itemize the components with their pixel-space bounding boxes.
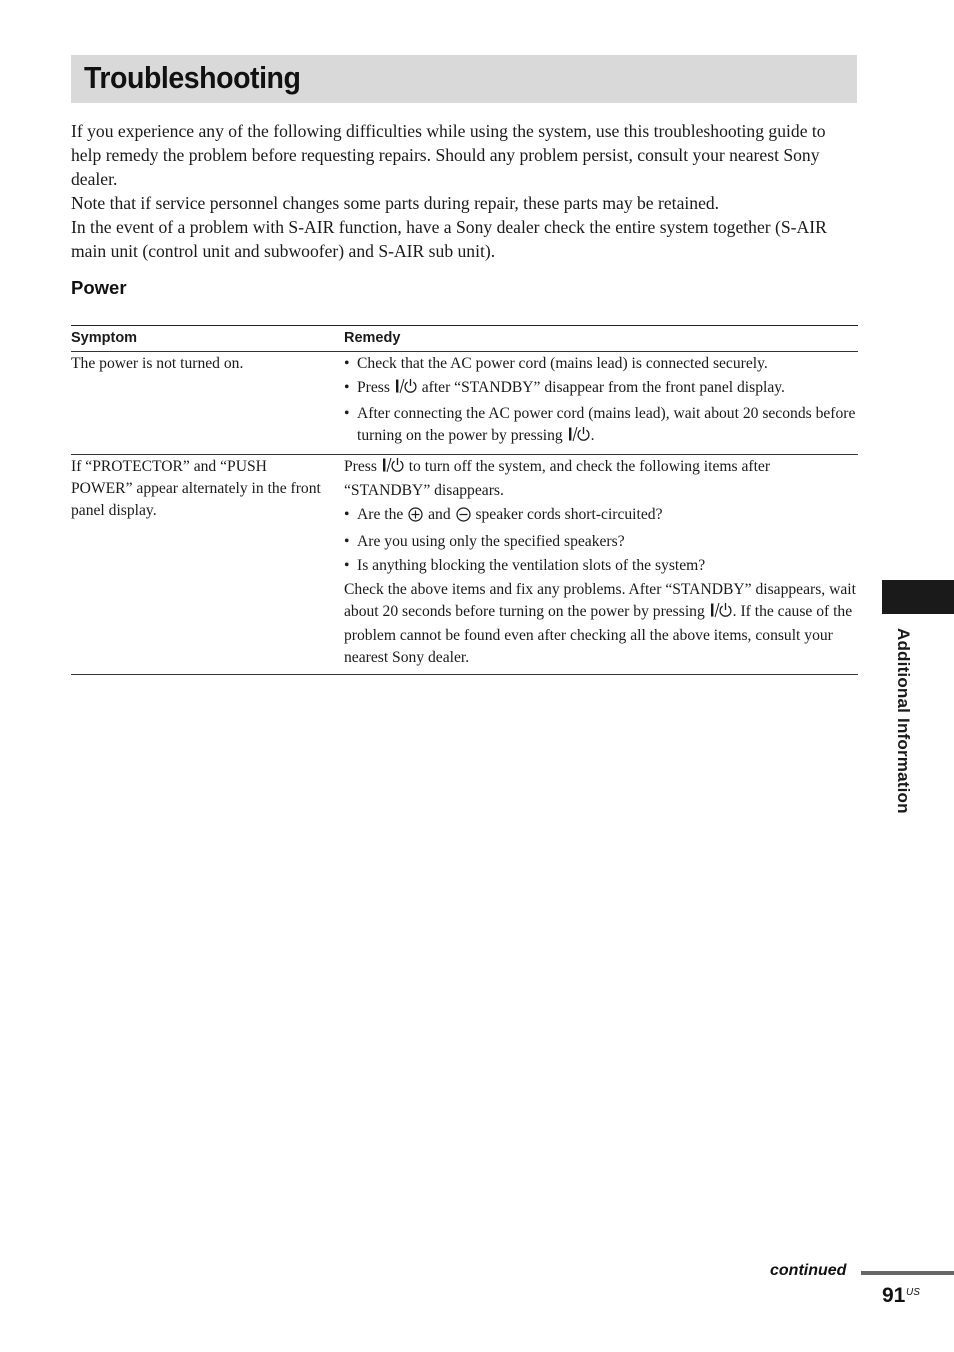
plus-circle-icon <box>408 507 423 529</box>
minus-circle-icon <box>456 507 471 529</box>
remedy-cell <box>344 352 858 455</box>
table-row <box>71 455 858 675</box>
power-standby-icon <box>710 602 732 625</box>
remedy-item: • Are you using only the specified speakers? <box>344 531 858 553</box>
symptom-header: Symptom <box>71 330 138 346</box>
intro-text <box>71 119 857 263</box>
continued-rule <box>861 1271 954 1275</box>
troubleshooting-table <box>71 325 858 675</box>
remedy-cell <box>344 455 858 675</box>
power-standby-icon <box>395 378 417 401</box>
remedy-header: Remedy <box>344 330 401 346</box>
intro-paragraph: If you experience any of the following difficulties while using the system, use this troubleshooting guide to help remedy the problem before requesting repairs. Should any problem persist, consult your nearest Sony dealer. <box>71 121 826 189</box>
intro-paragraph: In the event of a problem with S-AIR function, have a Sony dealer check the entire system together (S-AIR main unit (control unit and subwoofer) and S-AIR sub unit). <box>71 217 827 261</box>
page-suffix: US <box>906 1287 920 1298</box>
remedy-lead: Press to turn off the system, and check the following items after “STANDBY” disappears. <box>344 458 771 499</box>
title-bar <box>71 55 857 103</box>
remedy-closing: Check the above items and fix any problems. After “STANDBY” disappears, wait about 20 seconds before turning on the power by pressing . If the cause of the problem cannot be found even after checking all the above items, consult your nearest Sony dealer. <box>344 581 856 666</box>
power-standby-icon <box>568 426 590 449</box>
table-header-row <box>71 326 858 352</box>
remedy-item: • Is anything blocking the ventilation slots of the system? <box>344 555 858 577</box>
side-tab-label: Additional Information <box>894 628 913 814</box>
intro-paragraph: Note that if service personnel changes some parts during repair, these parts may be retained. <box>71 193 720 213</box>
section-heading-power: Power <box>71 277 127 298</box>
page-number: 91 <box>882 1284 906 1307</box>
remedy-item: • After connecting the AC power cord (mains lead), wait about 20 seconds before turning on the power by pressing . <box>344 403 858 449</box>
side-tab-marker <box>882 580 954 614</box>
remedy-list <box>344 504 858 577</box>
remedy-item: • Are the and speaker cords short-circuited? <box>344 504 858 529</box>
continued-label: continued <box>770 1262 847 1279</box>
symptom-cell: If “PROTECTOR” and “PUSH POWER” appear alternately in the front panel display. <box>71 458 321 519</box>
power-standby-icon <box>382 457 404 480</box>
page-title: Troubleshooting <box>84 60 301 95</box>
remedy-item: • Check that the AC power cord (mains lead) is connected securely. <box>344 353 858 375</box>
remedy-item: • Press after “STANDBY” disappear from the front panel display. <box>344 377 858 401</box>
table-row <box>71 352 858 455</box>
symptom-cell: The power is not turned on. <box>71 355 244 372</box>
remedy-list <box>344 353 858 449</box>
